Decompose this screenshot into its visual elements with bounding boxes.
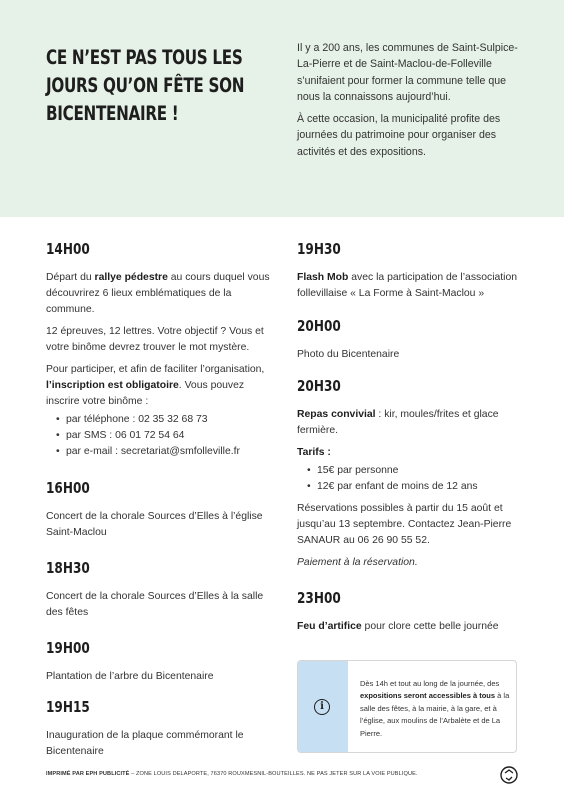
event-20h00 bbox=[297, 317, 521, 363]
event-time: 23H00 bbox=[297, 589, 341, 607]
contact-phone: • par téléphone : 02 35 32 68 73 bbox=[56, 412, 272, 428]
footer-imprint: IMPRIMÉ PAR EPH PUBLICITÉ – ZONE LOUIS DELAPORTE, 76370 ROUXMESNIL-BOUTEILLES. NE PAS JETER SUR LA VOIE PUBLIQUE. bbox=[46, 771, 418, 777]
event-18h30 bbox=[46, 559, 272, 621]
reservation-info: Réservations possibles à partir du 15 août et jusqu’au 13 septembre. Contactez Jean-Pierre SANAUR au 06 26 90 55 52. bbox=[297, 503, 512, 546]
event-description: 12 épreuves, 12 lettres. Votre objectif ? Vous et votre binôme devrez trouver le mot mystère. bbox=[46, 326, 264, 353]
event-description: Inauguration de la plaque commémorant le Bicentenaire bbox=[46, 730, 244, 757]
tarifs-list bbox=[307, 463, 521, 495]
event-description: Plantation de l’arbre du Bicentenaire bbox=[46, 671, 214, 682]
event-23h00 bbox=[297, 589, 521, 635]
event-description: Concert de la chorale Sources d’Elles à la salle des fêtes bbox=[46, 591, 264, 618]
event-20h30 bbox=[297, 377, 521, 571]
event-time: 20H30 bbox=[297, 377, 341, 395]
tarifs-label: Tarifs : bbox=[297, 447, 331, 458]
hero-banner bbox=[0, 0, 564, 217]
contact-list bbox=[56, 412, 272, 460]
contact-sms: • par SMS : 06 01 72 54 64 bbox=[56, 428, 272, 444]
recycle-icon bbox=[500, 766, 518, 784]
info-box-sidebar bbox=[298, 661, 348, 752]
schedule-left-column bbox=[46, 240, 272, 773]
schedule-right-column bbox=[297, 240, 521, 648]
event-19h30 bbox=[297, 240, 521, 302]
intro-text bbox=[297, 40, 523, 166]
event-time: 19H15 bbox=[46, 698, 90, 716]
event-time: 19H30 bbox=[297, 240, 341, 258]
event-16h00 bbox=[46, 479, 272, 541]
info-icon: i bbox=[314, 699, 330, 715]
tarif-item: • 12€ par enfant de moins de 12 ans bbox=[307, 479, 521, 495]
tarif-item: • 15€ par personne bbox=[307, 463, 521, 479]
event-time: 18H30 bbox=[46, 559, 90, 577]
event-description: Flash Mob avec la participation de l’association follevillaise « La Forme à Saint-Maclou » bbox=[297, 272, 518, 299]
event-description: Départ du rallye pédestre au cours duquel vous découvrirez 6 lieux emblématiques de la commune. bbox=[46, 272, 270, 315]
event-time: 19H00 bbox=[46, 639, 90, 657]
exhibitions-info-box bbox=[297, 660, 517, 753]
event-time: 16H00 bbox=[46, 479, 90, 497]
event-19h00 bbox=[46, 639, 272, 685]
event-19h15 bbox=[46, 698, 272, 760]
event-14h00 bbox=[46, 240, 272, 460]
event-description: Pour participer, et afin de faciliter l’organisation, l’inscription est obligatoire. Vous pouvez inscrire votre binôme : bbox=[46, 364, 265, 407]
intro-paragraph: Il y a 200 ans, les communes de Saint-Sulpice-La-Pierre et de Saint-Maclou-de-Folleville s’unifaient pour former la commune telle que nous la connaissons aujourd’hui. bbox=[297, 42, 518, 103]
event-description: Repas convivial : kir, moules/frites et glace fermière. bbox=[297, 409, 499, 436]
contact-email[interactable]: • par e-mail : secretariat@smfolleville.fr bbox=[56, 444, 272, 460]
event-time: 20H00 bbox=[297, 317, 341, 335]
payment-note: Paiement à la réservation. bbox=[297, 557, 418, 568]
page-title: CE N’EST PAS TOUS LES JOURS QU’ON FÊTE SON BICENTENAIRE ! bbox=[46, 46, 245, 125]
event-description: Feu d’artifice pour clore cette belle journée bbox=[297, 621, 499, 632]
info-box-text: Dès 14h et tout au long de la journée, des expositions seront accessibles à tous à la salle des fêtes, à la mairie, à la gare, et à l’église, aux moulins de l’Arbalète et de La Pierre. bbox=[360, 679, 510, 738]
event-time: 14H00 bbox=[46, 240, 90, 258]
intro-paragraph: À cette occasion, la municipalité profite des journées du patrimoine pour organiser des activités et des expositions. bbox=[297, 113, 501, 158]
event-description: Concert de la chorale Sources d’Elles à l’église Saint-Maclou bbox=[46, 511, 263, 538]
event-description: Photo du Bicentenaire bbox=[297, 349, 400, 360]
